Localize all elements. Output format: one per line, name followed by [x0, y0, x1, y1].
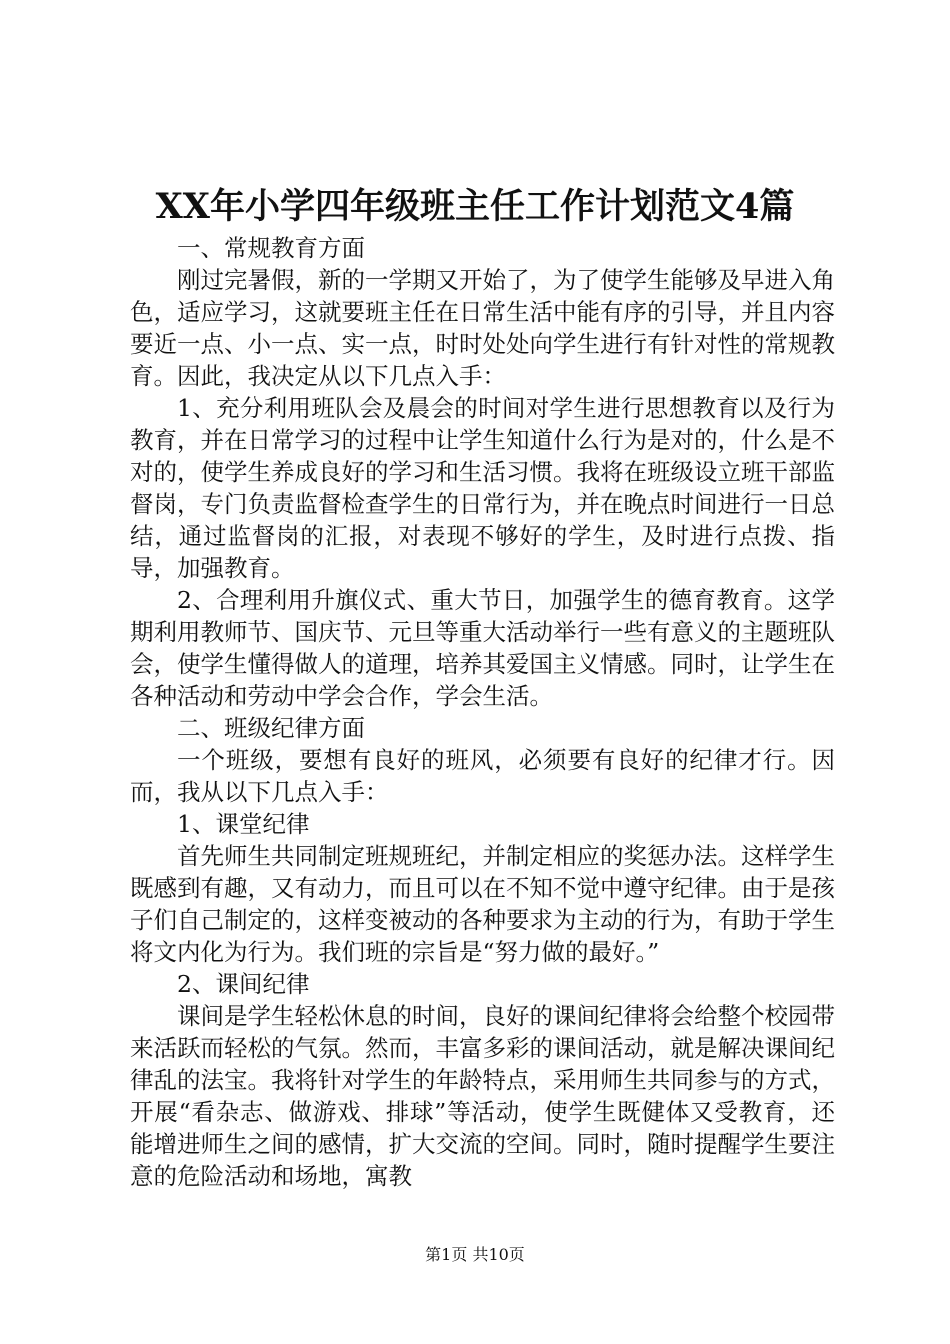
document-title: XX年小学四年级班主任工作计划范文4篇 — [155, 186, 795, 227]
paragraph: 2、合理利用升旗仪式、重大节日，加强学生的德育教育。这学期利用教师节、国庆节、元旦等重大活动举行一些有意义的主题班队会，使学生懂得做人的道理，培养其爱国主义情感。同时，让学生在各种活动和劳动中学会合作，学会生活。 — [130, 586, 835, 710]
page-number-footer: 第1页 共10页 — [425, 1245, 525, 1264]
subheading-break-discipline: 2、课间纪律 — [177, 970, 310, 998]
paragraph: 1、充分利用班队会及晨会的时间对学生进行思想教育以及行为教育，并在日常学习的过程中让学生知道什么行为是对的，什么是不对的，使学生养成良好的学习和生活习惯。我将在班级设立班干部监督岗，专门负责监督检查学生的日常行为，并在晚点时间进行一日总结，通过监督岗的汇报，对表现不够好的学生，及时进行点拨、指导，加强教育。 — [130, 394, 835, 582]
subheading-classroom-discipline: 1、课堂纪律 — [177, 810, 310, 838]
section-heading-routine: 一、常规教育方面 — [177, 234, 365, 262]
document-body — [130, 232, 835, 1192]
paragraph: 刚过完暑假，新的一学期又开始了，为了使学生能够及早进入角色，适应学习，这就要班主任在日常生活中能有序的引导，并且内容要近一点、小一点、实一点，时时处处向学生进行有针对性的常规教育。因此，我决定从以下几点入手： — [130, 266, 835, 390]
paragraph: 一个班级，要想有良好的班风，必须要有良好的纪律才行。因而，我从以下几点入手： — [130, 746, 835, 806]
section-heading-discipline: 二、班级纪律方面 — [177, 714, 365, 742]
paragraph: 课间是学生轻松休息的时间，良好的课间纪律将会给整个校园带来活跃而轻松的气氛。然而，丰富多彩的课间活动，就是解决课间纪律乱的法宝。我将针对学生的年龄特点，采用师生共同参与的方式，开展“看杂志、做游戏、排球”等活动，使学生既健体又受教育，还能增进师生之间的感情，扩大交流的空间。同时，随时提醒学生要注意的危险活动和场地，寓教 — [130, 1002, 835, 1190]
paragraph: 首先师生共同制定班规班纪，并制定相应的奖惩办法。这样学生既感到有趣，又有动力，而且可以在不知不觉中遵守纪律。由于是孩子们自己制定的，这样变被动的各种要求为主动的行为，有助于学生将文内化为行为。我们班的宗旨是“努力做的最好。” — [130, 842, 835, 966]
